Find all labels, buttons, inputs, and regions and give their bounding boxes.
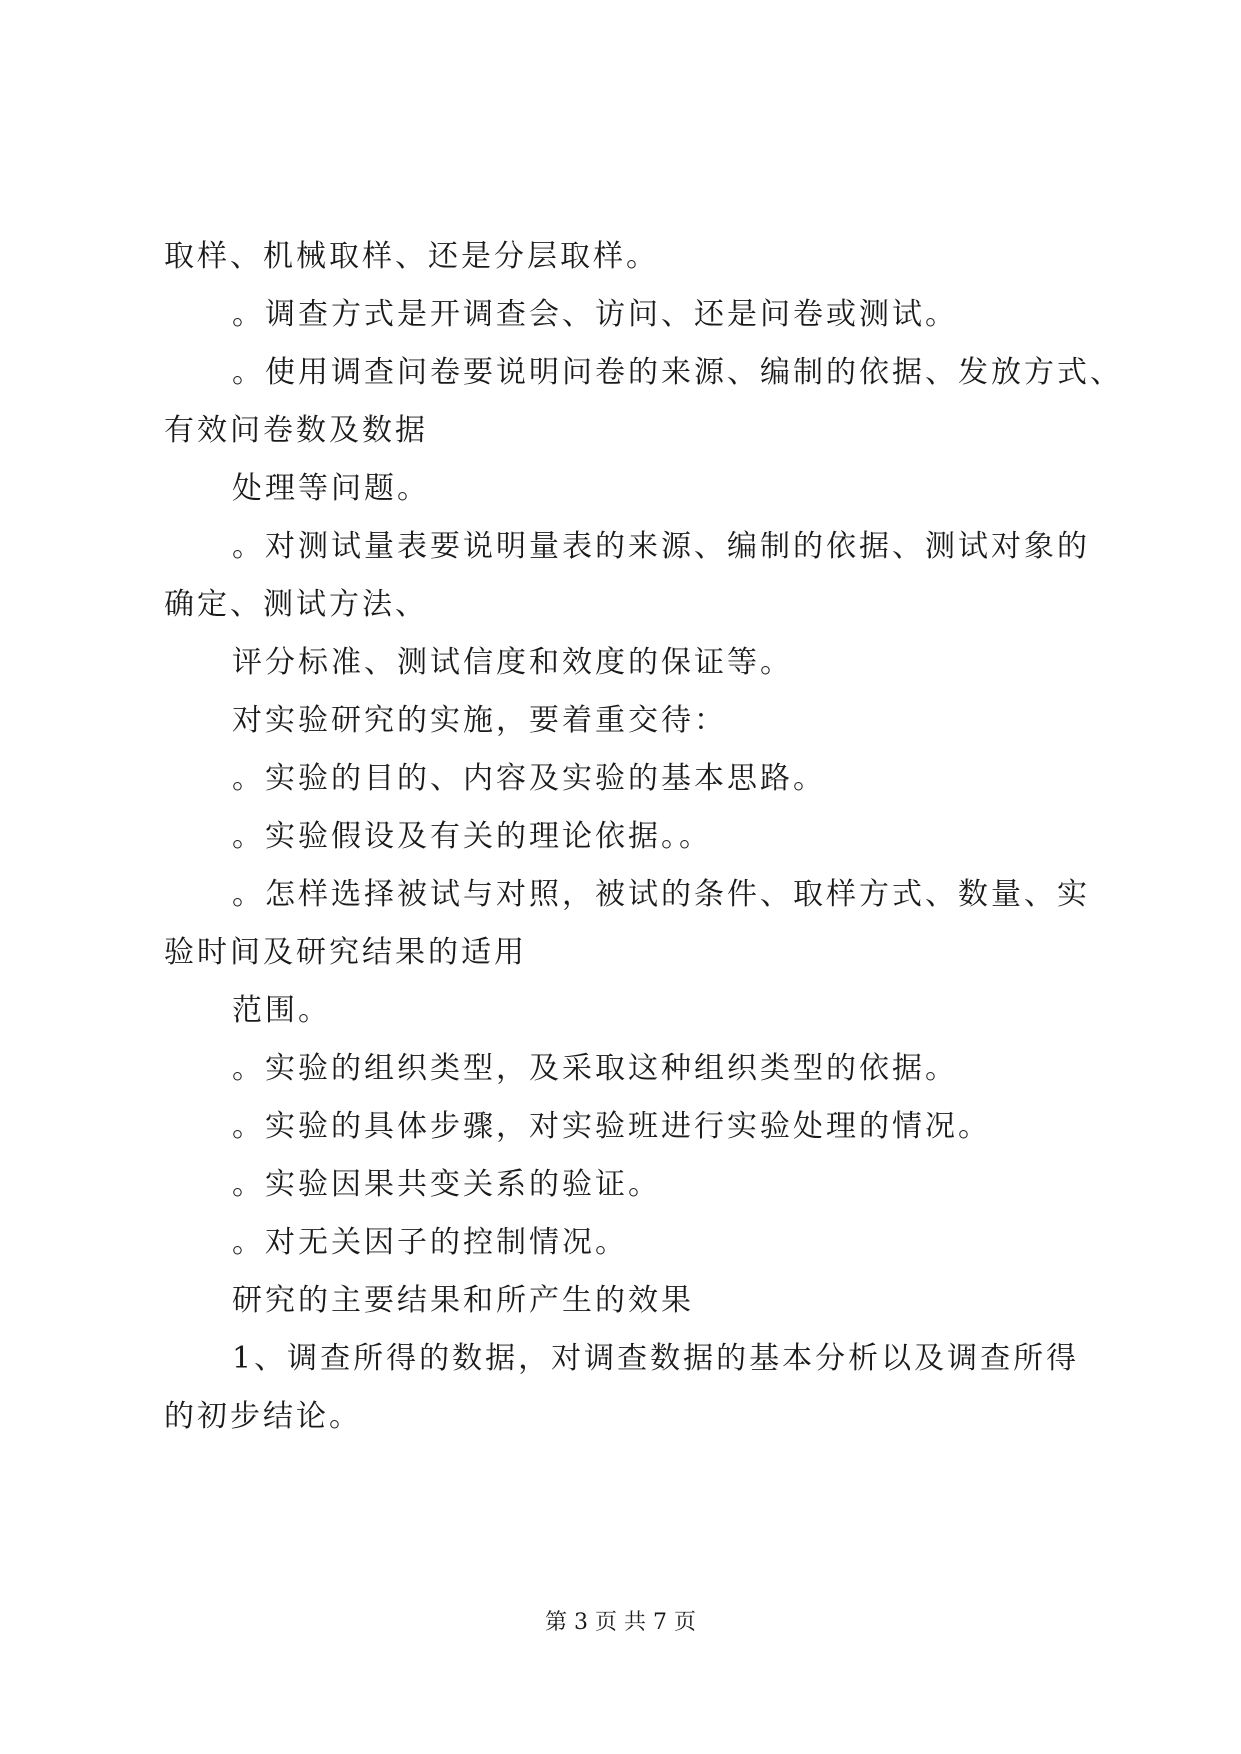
- text-line: 确定、测试方法、: [164, 587, 428, 622]
- text-line: 对实验研究的实施，要着重交待：: [232, 703, 727, 738]
- text-line: 范围。: [232, 993, 331, 1028]
- body-text: [164, 228, 1123, 1446]
- page-number-footer: 第 3 页 共 7 页: [545, 1610, 696, 1635]
- text-line: 。调查方式是开调查会、访问、还是问卷或测试。: [232, 297, 958, 332]
- text-line: 。实验的组织类型，及采取这种组织类型的依据。: [232, 1051, 958, 1086]
- text-line: 。实验的具体步骤，对实验班进行实验处理的情况。: [232, 1109, 991, 1144]
- text-line: 。实验因果共变关系的验证。: [232, 1167, 661, 1202]
- text-line: 评分标准、测试信度和效度的保证等。: [232, 645, 793, 680]
- text-line: 。使用调查问卷要说明问卷的来源、编制的依据、发放方式、: [232, 355, 1123, 390]
- text-line: 研究的主要结果和所产生的效果: [232, 1283, 694, 1318]
- text-line: 1、调查所得的数据，对调查数据的基本分析以及调查所得: [232, 1341, 1080, 1376]
- text-line: 。对测试量表要说明量表的来源、编制的依据、测试对象的: [232, 529, 1090, 564]
- text-line: 有效问卷数及数据: [164, 413, 428, 448]
- text-line: 处理等问题。: [232, 471, 430, 506]
- text-line: 。对无关因子的控制情况。: [232, 1225, 628, 1260]
- text-line: 。怎样选择被试与对照，被试的条件、取样方式、数量、实: [232, 877, 1090, 912]
- text-line: 。实验的目的、内容及实验的基本思路。: [232, 761, 826, 796]
- text-line: 的初步结论。: [164, 1399, 362, 1434]
- text-line: 验时间及研究结果的适用: [164, 935, 527, 970]
- text-line: 。实验假设及有关的理论依据。。: [232, 819, 712, 854]
- text-line: 取样、机械取样、还是分层取样。: [164, 239, 659, 274]
